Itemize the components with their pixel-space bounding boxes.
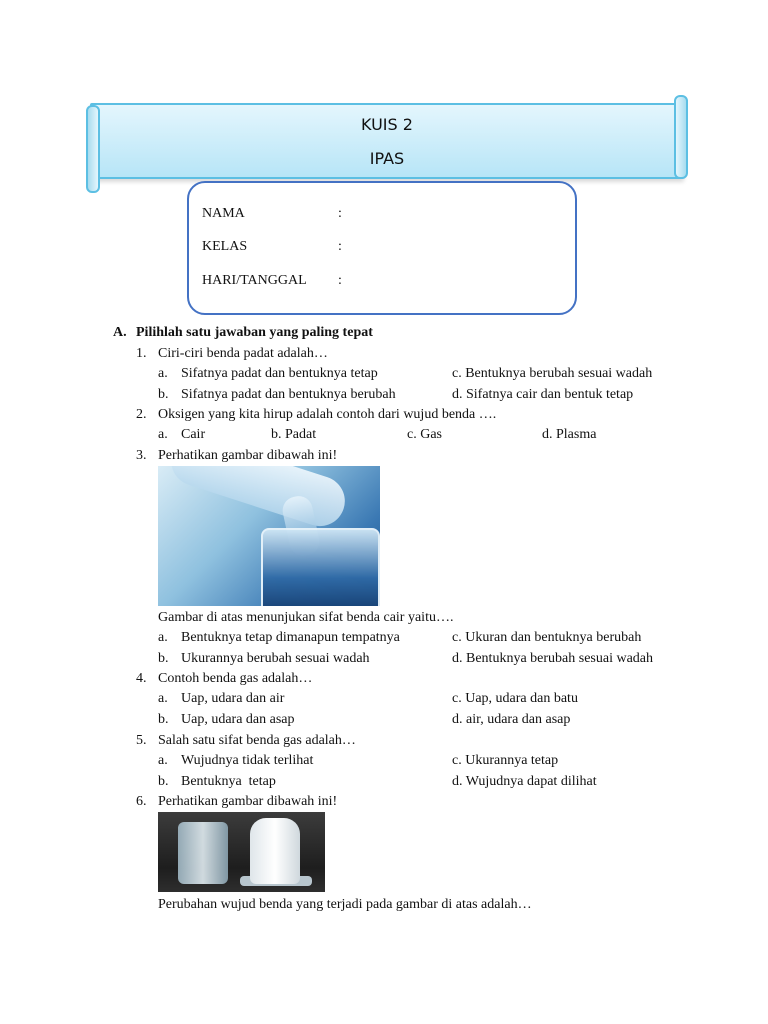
q1-option-d: d. Sifatnya cair dan bentuk tetap — [452, 387, 634, 402]
title-banner — [90, 103, 684, 179]
ice-block-shape — [250, 818, 300, 884]
q4-option-b-letter: b. — [158, 712, 169, 727]
q2-text: Oksigen yang kita hirup adalah contoh dari wujud benda …. — [158, 407, 497, 422]
q5-option-d: d. Wujudnya dapat dilihat — [452, 774, 597, 789]
q5-option-b: Bentuknya tetap — [181, 774, 276, 789]
q5-option-a: Wujudnya tidak terlihat — [181, 753, 314, 768]
section-a-marker: A. — [113, 325, 127, 340]
q3-text: Perhatikan gambar dibawah ini! — [158, 448, 338, 463]
q1-text: Ciri-ciri benda padat adalah… — [158, 346, 328, 361]
q4-option-b: Uap, udara dan asap — [181, 712, 295, 727]
q1-option-b: Sifatnya padat dan bentuknya berubah — [181, 387, 396, 402]
ice-melting-photo — [158, 812, 325, 892]
bottle-shape — [165, 466, 352, 533]
q2-option-b: b. Padat — [271, 427, 317, 442]
q3-option-c: c. Ukuran dan bentuknya berubah — [452, 630, 642, 645]
q2-option-a-letter: a. — [158, 427, 168, 442]
q1-option-a-letter: a. — [158, 366, 168, 381]
q6-caption: Perubahan wujud benda yang terjadi pada gambar di atas adalah… — [158, 897, 532, 912]
q1-option-b-letter: b. — [158, 387, 169, 402]
q5-number: 5. — [136, 733, 147, 748]
quiz-title: KUIS 2 — [361, 115, 413, 134]
q3-option-b-letter: b. — [158, 651, 169, 666]
q4-option-d: d. air, udara dan asap — [452, 712, 571, 727]
date-separator: : — [338, 273, 342, 288]
q6-number: 6. — [136, 794, 147, 809]
q3-option-a: Bentuknya tetap dimanapun tempatnya — [181, 630, 400, 645]
q2-option-d: d. Plasma — [542, 427, 597, 442]
water-pouring-photo — [158, 466, 380, 606]
section-a-title: Pilihlah satu jawaban yang paling tepat — [136, 325, 373, 340]
q3-option-d: d. Bentuknya berubah sesuai wadah — [452, 651, 653, 666]
q5-option-b-letter: b. — [158, 774, 169, 789]
q5-option-c: c. Ukurannya tetap — [452, 753, 559, 768]
q2-option-a: Cair — [181, 427, 206, 442]
q1-option-c: c. Bentuknya berubah sesuai wadah — [452, 366, 653, 381]
q4-text: Contoh benda gas adalah… — [158, 671, 313, 686]
glass-shape — [261, 528, 380, 606]
q2-option-c: c. Gas — [407, 427, 442, 442]
class-separator: : — [338, 239, 342, 254]
q4-number: 4. — [136, 671, 147, 686]
q4-option-c: c. Uap, udara dan batu — [452, 691, 578, 706]
name-separator: : — [338, 206, 342, 221]
date-label: HARI/TANGGAL — [202, 273, 307, 288]
q3-caption: Gambar di atas menunjukan sifat benda cair yaitu…. — [158, 610, 454, 625]
q4-option-a-letter: a. — [158, 691, 168, 706]
quiz-subject: IPAS — [369, 149, 405, 168]
q5-text: Salah satu sifat benda gas adalah… — [158, 733, 356, 748]
q1-number: 1. — [136, 346, 147, 361]
water-glass-shape — [178, 822, 228, 884]
q6-text: Perhatikan gambar dibawah ini! — [158, 794, 338, 809]
q3-option-b: Ukurannya berubah sesuai wadah — [181, 651, 370, 666]
q3-number: 3. — [136, 448, 147, 463]
name-label: NAMA — [202, 206, 245, 221]
q5-option-a-letter: a. — [158, 753, 168, 768]
q3-option-a-letter: a. — [158, 630, 168, 645]
q2-number: 2. — [136, 407, 147, 422]
class-label: KELAS — [202, 239, 248, 254]
q1-option-a: Sifatnya padat dan bentuknya tetap — [181, 366, 378, 381]
q4-option-a: Uap, udara dan air — [181, 691, 285, 706]
